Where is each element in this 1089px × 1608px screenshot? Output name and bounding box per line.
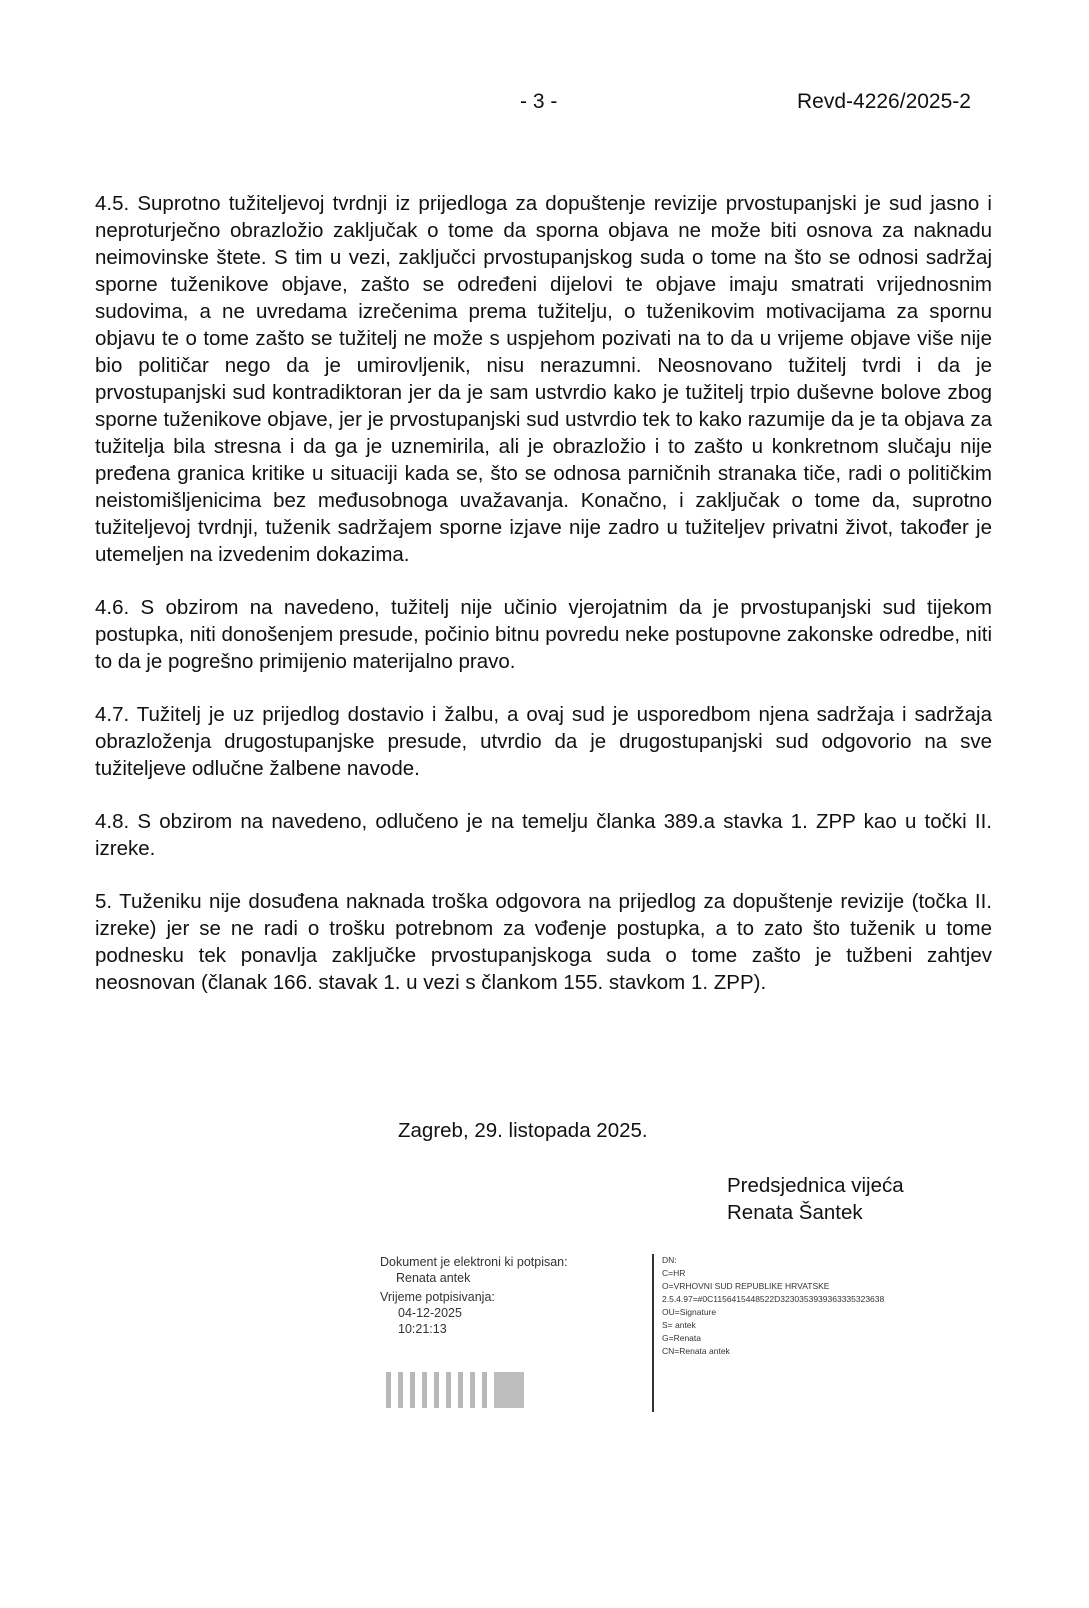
date-line: Zagreb, 29. listopada 2025. [398,1119,648,1142]
document-body [95,190,992,1022]
dn-line: DN: [662,1255,677,1265]
dn-line: O=VRHOVNI SUD REPUBLIKE HRVATSKE [662,1281,830,1291]
stamp-date: 04-12-2025 [398,1306,462,1320]
dn-line: CN=Renata antek [662,1346,730,1356]
paragraph-4-8: 4.8. S obzirom na navedeno, odlučeno je na temelju članka 389.a stavka 1. ZPP kao u točki II. izreke. [95,810,992,860]
barcode-graphic [386,1372,524,1408]
signature-name: Renata Šantek [727,1201,863,1224]
electronic-signature-stamp [380,1254,940,1414]
signature-block [727,1172,904,1226]
page-number: - 3 - [520,90,558,113]
paragraph-4-6: 4.6. S obzirom na navedeno, tužitelj nije učinio vjerojatnim da je prvostupanjski sud tijekom postupka, niti donošenjem presude, počinio bitnu povredu neke postupovne zakonske odredbe, niti to da je pogrešno primijenio materijalno pravo. [95,596,992,673]
stamp-time: 10:21:13 [398,1322,447,1336]
stamp-signer: Renata antek [396,1271,471,1285]
paragraph-5: 5. Tuženiku nije dosuđena naknada troška odgovora na prijedlog za dopuštenje revizije (točka II. izreke) jer se ne radi o trošku potrebnom za vođenje postupka, a to zato što tuženik u tome podnesku tek ponavlja zaključke prvostupanjskoga suda o tome zašto je tužbeni zahtjev neosnovan (članak 166. stavak 1. u vezi s člankom 155. stavkom 1. ZPP). [95,890,992,994]
stamp-heading: Dokument je elektroni ki potpisan: [380,1255,568,1269]
stamp-left-panel [380,1254,650,1337]
stamp-time-label: Vrijeme potpisivanja: [380,1290,495,1304]
dn-line: S= antek [662,1320,696,1330]
paragraph-4-5: 4.5. Suprotno tužiteljevoj tvrdnji iz prijedloga za dopuštenje revizije prvostupanjski je sud jasno i neproturječno obrazložio zaključak o tome da sporna objava ne može biti osnova za naknadu neimovinske štete. S tim u vezi, zaključci prvostupanjskog suda o tome na što se odnosi sadržaj sporne tuženikove objave, zašto se određeni dijelovi te objave imaju smatrati vrijednosnim sudovima, a ne uvredama izrečenima prema tužitelju, o tuženikovim motivacijama za spornu objavu te o tome zašto se tužitelj ne može s uspjehom pozivati na to da u vrijeme objave više nije bio političar nego da je umirovljenik, nisu nerazumni. Neosnovano tužitelj tvrdi i da je prvostupanjski sud kontradiktoran jer da je sam ustvrdio kako je tužitelj trpio duševne bolove zbog sporne tuženikove objave, jer je prvostupanjski sud ustvrdio tek to kako razumije da je ta objava za tužitelja bila stresna i da ga je uznemirila, ali je obrazložio i to zašto u konkretnom slučaju nije pređena granica kritike u situaciji kada se, što se odnosa parničnih stranaka tiče, radi o političkim neistomišljenicima bez međusobnoga uvažavanja. Konačno, i zaključak o tome da, suprotno tužiteljevoj tvrdnji, tuženik sadržajem sporne izjave nije zadro u tužiteljev privatni život, također je utemeljen na izvedenim dokazima. [95,192,992,566]
dn-line: C=HR [662,1268,686,1278]
dn-line: 2.5.4.97=#0C1156415448522D3230353939363335323638 [662,1294,885,1304]
stamp-divider [652,1254,654,1412]
signature-title: Predsjednica vijeća [727,1174,904,1197]
case-number: Revd-4226/2025-2 [797,90,971,113]
dn-line: OU=Signature [662,1307,717,1317]
stamp-dn-panel [662,1254,884,1358]
dn-line: G=Renata [662,1333,701,1343]
paragraph-4-7: 4.7. Tužitelj je uz prijedlog dostavio i žalbu, a ovaj sud je usporedbom njena sadržaja i sadržaja obrazloženja drugostupanjske presude, utvrdio da je drugostupanjski sud odgovorio na sve tužiteljeve odlučne žalbene navode. [95,703,992,780]
